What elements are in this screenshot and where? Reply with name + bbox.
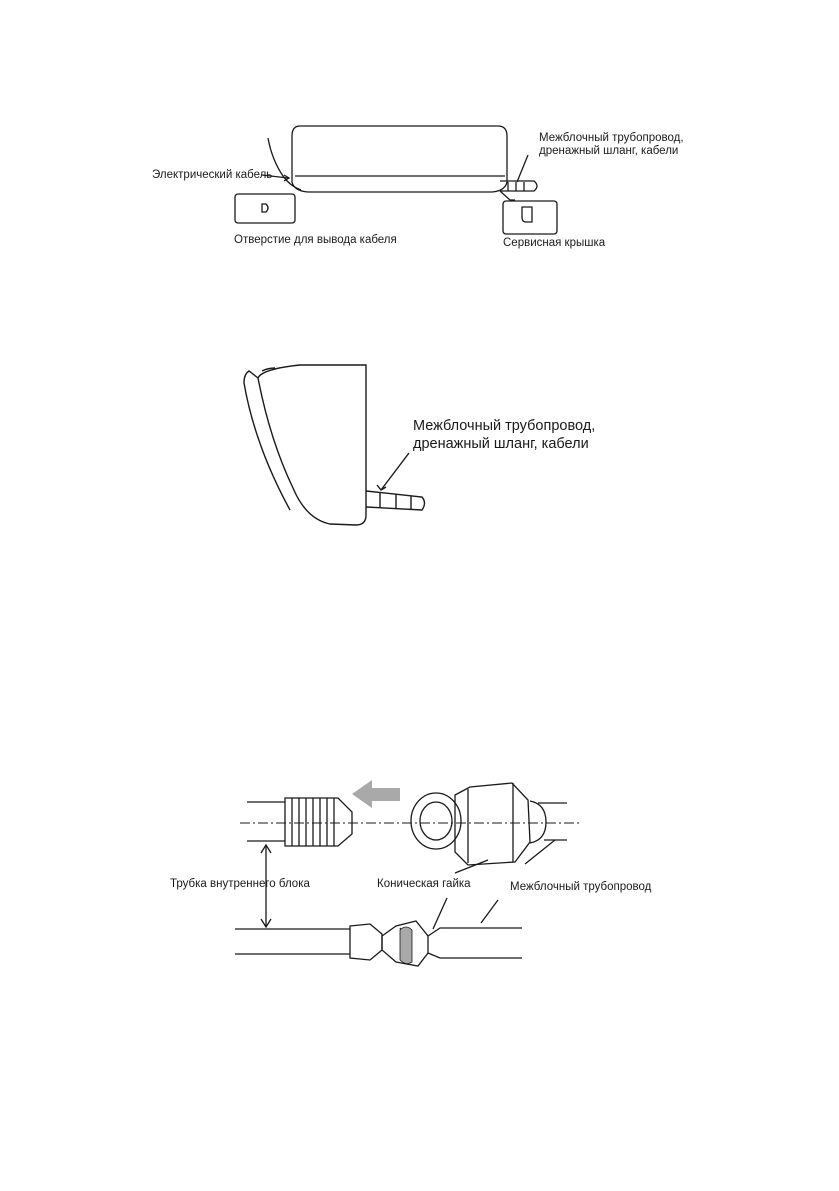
indoor-pipe-label: Трубка внутреннего блока <box>170 878 310 890</box>
piping-label-line-1: Межблочный трубопровод, <box>539 132 684 144</box>
wrench-icon <box>400 927 412 964</box>
side-piping-label-line-1: Межблочный трубопровод, <box>413 418 596 434</box>
piping-label-line-2: дренажный шланг, кабели <box>539 145 679 157</box>
indoor-flare-thread <box>285 798 352 846</box>
assembled-flare <box>350 924 382 960</box>
connecting-pipe-label: Межблочный трубопровод <box>510 881 652 893</box>
flare-nut-upper <box>455 783 530 865</box>
electrical-cable-label: Электрический кабель <box>152 169 273 181</box>
cable-hole-label: Отверстие для вывода кабеля <box>234 234 397 246</box>
side-piping-label-line-2: дренажный шланг, кабели <box>413 436 589 452</box>
flare-nut-label: Коническая гайка <box>377 878 471 890</box>
direction-arrow <box>352 780 400 808</box>
service-cover-label: Сервисная крышка <box>503 237 606 249</box>
